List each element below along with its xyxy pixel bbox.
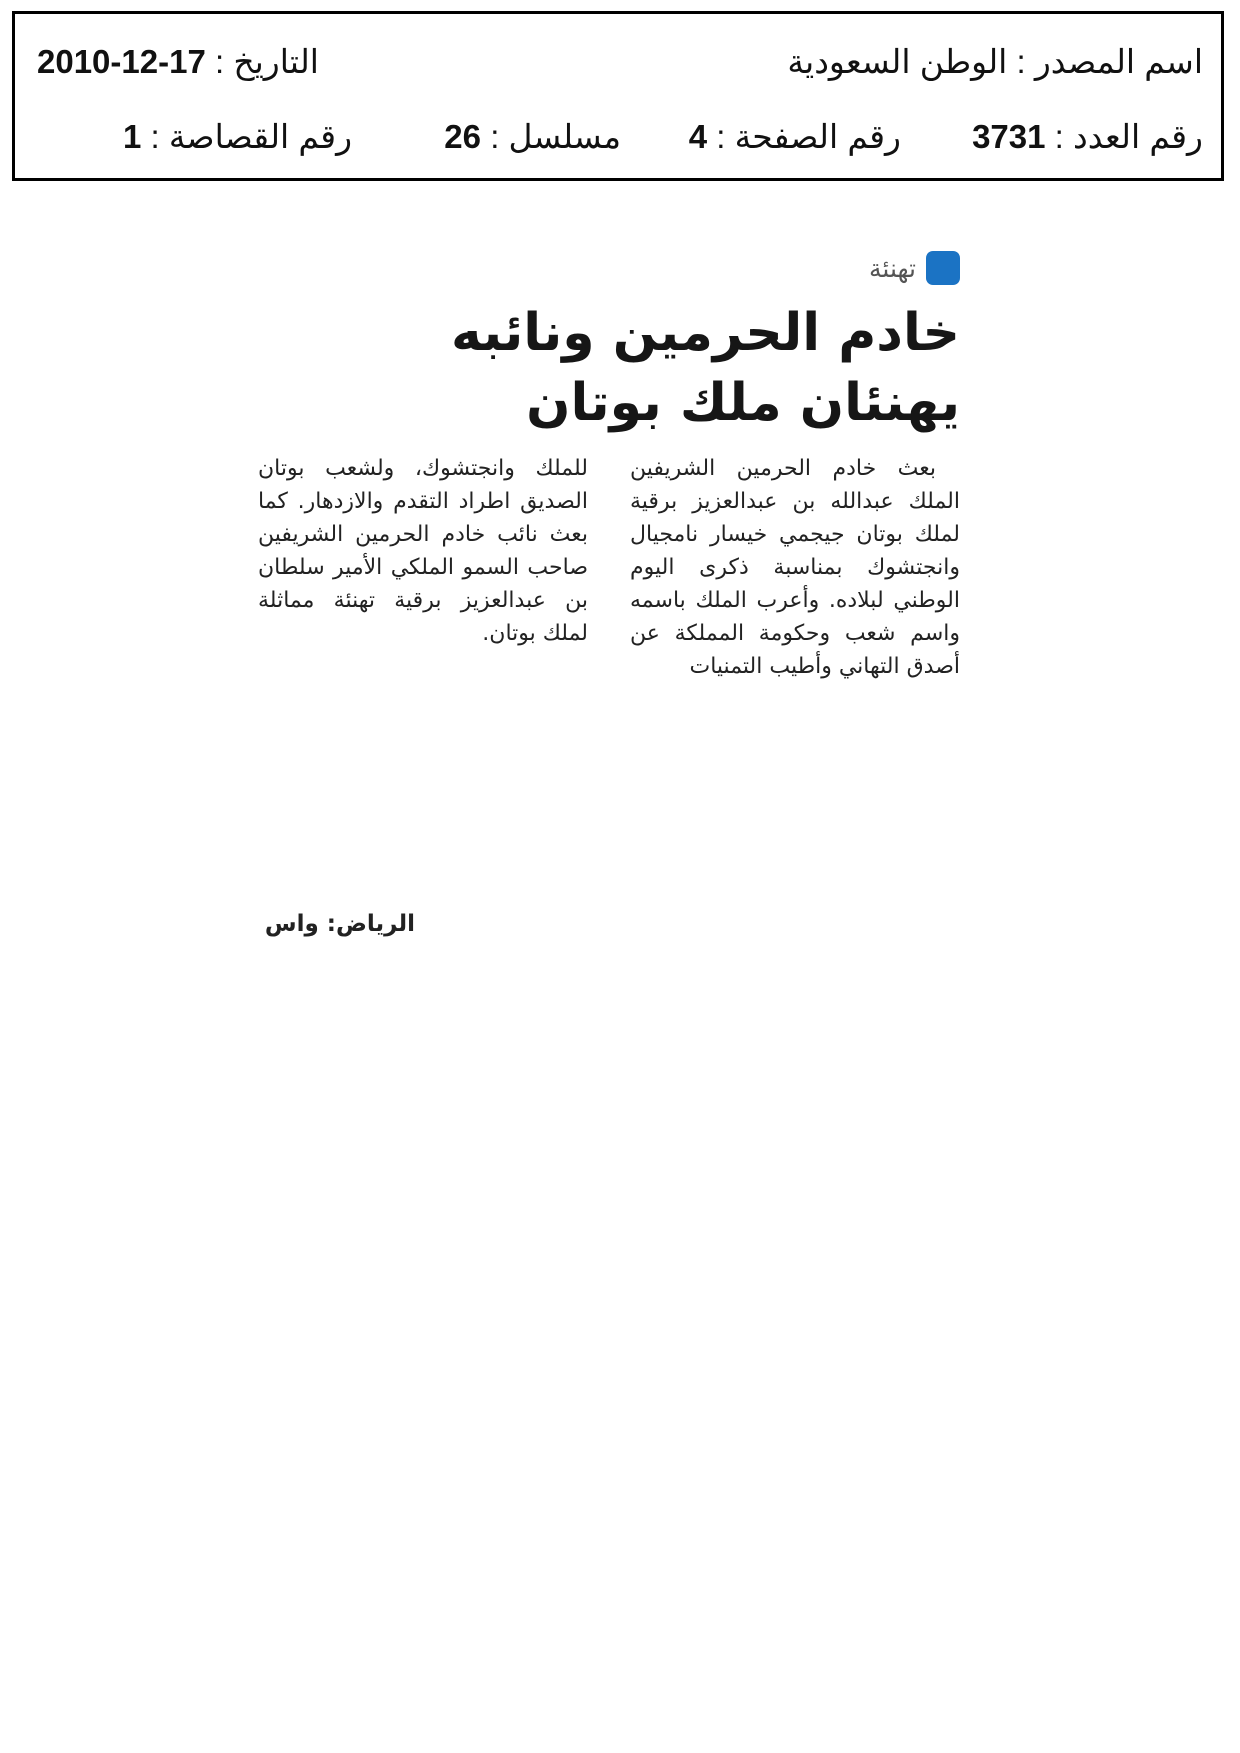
source-header-box	[12, 11, 1224, 181]
header-row-2	[15, 117, 1221, 177]
body-paragraph-1: بعث خادم الحرمين الشريفين الملك عبدالله بن عبدالعزيز برقية لملك بوتان جيجمي خيسار نامجيال وانجتشوك بمناسبة ذكرى اليوم الوطني لبلاده. وأعرب الملك باسمه واسم شعب وحكومة المملكة عن أصدق التهاني وأطيب التمنيات	[630, 456, 960, 679]
article-dateline: الرياض: واس	[264, 911, 415, 937]
clip-value: 1	[123, 118, 142, 155]
serial-field	[444, 117, 621, 157]
page-field	[689, 117, 901, 157]
article-body	[240, 452, 960, 937]
article-headline: خادم الحرمين ونائبه يهنئان ملك بوتان	[450, 303, 960, 433]
issue-field	[972, 117, 1203, 157]
clip-label: رقم القصاصة :	[150, 118, 353, 155]
source-value: الوطن السعودية	[787, 43, 1008, 80]
square-badge-icon	[926, 251, 960, 285]
header-row-1	[15, 42, 1221, 102]
article-kicker	[869, 250, 960, 286]
page-label: رقم الصفحة :	[716, 118, 901, 155]
body-paragraph-2: للملك وانجتشوك، ولشعب بوتان الصديق اطراد التقدم والازدهار. كما بعث نائب خادم الحرمين الشريفين صاحب السمو الملكي الأمير سلطان بن عبدالعزيز برقية تهنئة مماثلة لملك بوتان.	[258, 456, 588, 646]
date-field	[37, 42, 319, 82]
serial-label: مسلسل :	[490, 118, 621, 155]
clip-field	[123, 117, 352, 157]
source-label: اسم المصدر :	[1016, 43, 1203, 80]
body-column-left	[258, 452, 588, 650]
date-label: التاريخ :	[214, 43, 319, 80]
page-value: 4	[688, 118, 708, 155]
body-column-right	[630, 452, 960, 683]
kicker-label: تهنئة	[869, 253, 916, 283]
serial-value: 26	[444, 118, 482, 155]
issue-value: 3731	[972, 118, 1046, 155]
source-field	[787, 42, 1203, 82]
issue-label: رقم العدد :	[1054, 118, 1203, 155]
date-value: 2010-12-17	[37, 43, 206, 80]
